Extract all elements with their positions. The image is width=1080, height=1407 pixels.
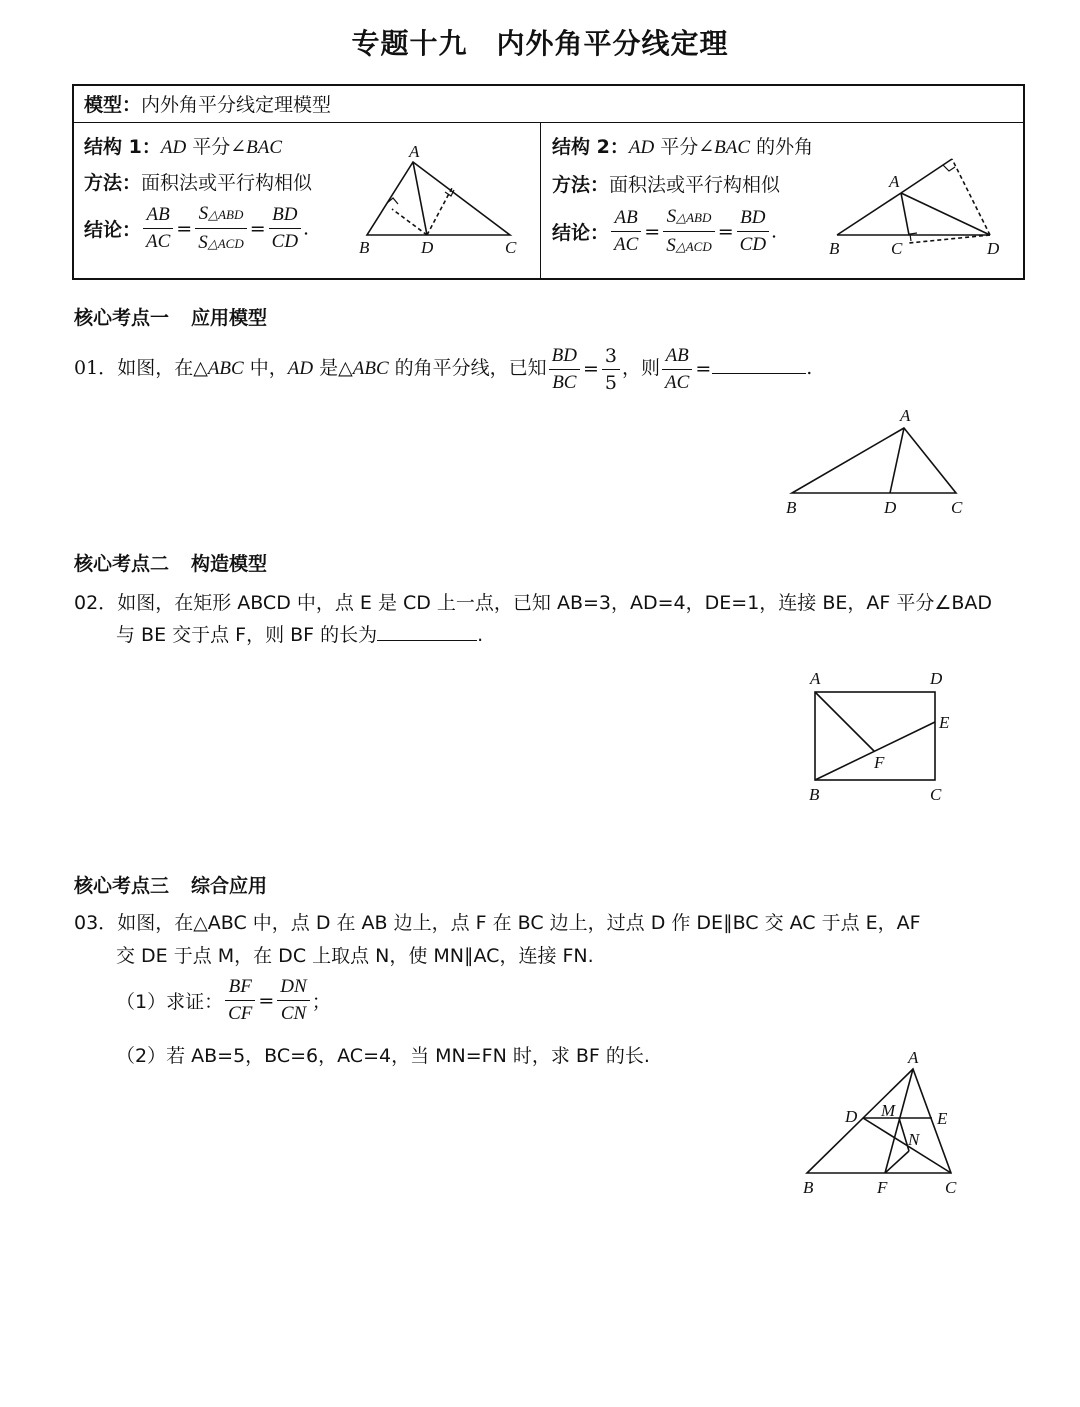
structure1-fraction-ab-ac bbox=[143, 202, 173, 255]
triangle-abc bbox=[792, 428, 956, 493]
section3-subtitle: 综合应用 bbox=[191, 875, 268, 897]
point-label-b: B bbox=[803, 1178, 814, 1197]
structure2-method-label: 方法： bbox=[552, 174, 610, 196]
point-label-d: D bbox=[845, 1107, 858, 1126]
page-title: 专题十九 内外角平分线定理 bbox=[351, 27, 729, 60]
fraction-denominator: AC bbox=[614, 234, 639, 255]
fraction-denominator: CD bbox=[271, 231, 299, 252]
fraction-numerator: AB bbox=[662, 343, 692, 370]
structure1-method bbox=[84, 168, 312, 195]
perpendicular-to-ac bbox=[909, 235, 990, 243]
perpendicular-to-ac bbox=[427, 188, 452, 235]
question-03-line2 bbox=[116, 941, 594, 968]
fraction-numerator: BD bbox=[549, 343, 580, 370]
point-label-c: C bbox=[891, 239, 903, 258]
point-label-a: A bbox=[908, 1048, 919, 1067]
model-box-column-divider bbox=[540, 122, 541, 280]
point-label-e: E bbox=[937, 1109, 948, 1128]
fraction-numerator: DN bbox=[277, 974, 309, 1001]
question-number: 02． bbox=[74, 592, 118, 614]
bisector-ad bbox=[413, 162, 427, 235]
point-label-b: B bbox=[829, 239, 840, 258]
question-01 bbox=[74, 340, 812, 397]
segment-af bbox=[885, 1069, 913, 1173]
question-text: （2）若 AB=5，BC=6，AC=4，当 MN=FN 时，求 BF 的长. bbox=[116, 1045, 650, 1067]
math-term: ABC bbox=[352, 358, 389, 379]
model-box-divider bbox=[72, 122, 1025, 123]
section2-heading bbox=[74, 549, 267, 576]
structure2-label: 结构 2： bbox=[552, 136, 629, 158]
structure2-statement bbox=[552, 132, 813, 159]
fraction-denominator-subscript: △ACD bbox=[207, 236, 244, 251]
question-text: 中， bbox=[243, 357, 288, 379]
q2-figure bbox=[800, 665, 960, 810]
period: . bbox=[771, 220, 778, 243]
structure2-figure bbox=[825, 155, 1020, 265]
point-label-a: A bbox=[810, 669, 821, 688]
bisector-af bbox=[815, 692, 874, 751]
fraction-denominator: S bbox=[198, 232, 208, 253]
question-03-line1 bbox=[74, 908, 921, 935]
model-label: 模型： bbox=[84, 94, 142, 116]
structure1-fraction-area bbox=[195, 200, 247, 257]
fraction-denominator: BC bbox=[552, 371, 577, 393]
fraction-numerator: BD bbox=[737, 205, 769, 232]
q1-fraction-3-5 bbox=[602, 343, 620, 396]
answer-blank[interactable] bbox=[377, 640, 477, 641]
fraction-numerator-subscript: △ABD bbox=[208, 207, 244, 222]
point-label-b: B bbox=[359, 238, 370, 257]
fraction-numerator-subscript: △ABD bbox=[676, 210, 712, 225]
model-name: 内外角平分线定理模型 bbox=[141, 94, 332, 116]
point-label-f: F bbox=[877, 1178, 888, 1197]
part1-label: （1）求证： bbox=[116, 991, 224, 1013]
point-label-d: D bbox=[884, 498, 897, 517]
section3-title: 核心考点三 bbox=[74, 875, 170, 897]
math-term: AD bbox=[287, 358, 314, 379]
fraction-denominator: S bbox=[666, 235, 676, 256]
period: . bbox=[477, 624, 484, 646]
question-text: ，则 bbox=[622, 357, 661, 379]
side-ab bbox=[837, 193, 901, 235]
structure2-conclusion: 结论： $\frac{AB}{AC}$ = $\frac{\text{S△ABD}}{\text{S△ACD}}$ = $\frac{BD}{CD}$ . bbox=[552, 203, 777, 260]
section1-subtitle: 应用模型 bbox=[191, 307, 268, 329]
question-02-line1 bbox=[74, 588, 992, 615]
point-label-e: E bbox=[939, 713, 950, 732]
structure1-fraction-bd-cd bbox=[269, 202, 301, 255]
math-term: ABC bbox=[207, 358, 244, 379]
right-angle-mark bbox=[387, 198, 398, 204]
structure2-fraction-ab-ac bbox=[611, 205, 641, 258]
fraction-denominator: AC bbox=[665, 371, 690, 393]
structure2-angle: ∠BAC bbox=[698, 137, 751, 158]
point-label-f: F bbox=[874, 753, 885, 772]
bisector-ad bbox=[890, 428, 904, 493]
section3-heading bbox=[74, 871, 267, 898]
structure1-method-text: 面积法或平行构相似 bbox=[141, 172, 313, 194]
q1-fraction-bd-bc bbox=[549, 343, 580, 396]
side-ac bbox=[901, 193, 909, 235]
fraction-numerator: 3 bbox=[602, 343, 620, 370]
question-text: 如图，在△ABC 中，点 D 在 AB 边上，点 F 在 BC 边上，过点 D 作 DE∥BC 交 AC 于点 E，AF bbox=[117, 912, 921, 934]
fraction-denominator: CF bbox=[228, 1003, 253, 1024]
right-angle-mark bbox=[943, 165, 955, 171]
fraction-denominator: 5 bbox=[604, 371, 618, 394]
question-number: 03． bbox=[74, 912, 118, 934]
section2-subtitle: 构造模型 bbox=[191, 553, 268, 575]
structure1-ad: AD bbox=[160, 137, 187, 158]
section1-title: 核心考点一 bbox=[74, 307, 170, 329]
question-text: 是△ bbox=[313, 357, 353, 379]
question-02-line2 bbox=[116, 620, 483, 647]
fraction-numerator: AB bbox=[611, 205, 641, 232]
point-label-m: M bbox=[881, 1101, 896, 1120]
question-number: 01． bbox=[74, 357, 118, 379]
perpendicular-to-ba bbox=[952, 159, 990, 235]
point-label-n: N bbox=[908, 1130, 920, 1149]
structure2-ad: AD bbox=[628, 137, 655, 158]
point-label-a: A bbox=[889, 172, 900, 191]
structure1-conclusion-label: 结论： bbox=[84, 219, 142, 241]
fraction-numerator: BD bbox=[269, 202, 301, 229]
model-header bbox=[84, 90, 331, 117]
equals-sign: = bbox=[695, 358, 712, 380]
structure1-label: 结构 1： bbox=[84, 136, 161, 158]
question-text: 的角平分线，已知 bbox=[388, 357, 547, 379]
q1-fraction-ab-ac bbox=[662, 343, 692, 396]
structure2-fraction-area bbox=[663, 203, 715, 260]
point-label-b: B bbox=[809, 785, 820, 804]
structure1-statement bbox=[84, 132, 282, 159]
p1-fraction-dn-cn bbox=[277, 974, 309, 1027]
fraction-denominator: CN bbox=[280, 1003, 307, 1024]
question-text: 如图，在△ bbox=[117, 357, 208, 379]
punctuation: ； bbox=[311, 991, 331, 1013]
fraction-denominator: CD bbox=[739, 234, 767, 255]
fraction-numerator: S bbox=[666, 206, 677, 227]
point-label-b: B bbox=[786, 498, 797, 517]
structure2-tail: 的外角 bbox=[750, 136, 814, 158]
question-text: 与 BE 交于点 F，则 BF 的长为 bbox=[116, 624, 378, 646]
structure1-angle: ∠BAC bbox=[230, 137, 283, 158]
structure2-method-text: 面积法或平行构相似 bbox=[609, 174, 781, 196]
fraction-numerator: S bbox=[198, 203, 209, 224]
question-text: 交 DE 于点 M，在 DC 上取点 N，使 MN∥AC，连接 FN. bbox=[116, 945, 594, 967]
fraction-denominator-subscript: △ACD bbox=[675, 239, 712, 254]
period: . bbox=[806, 357, 813, 379]
fraction-denominator: AC bbox=[146, 231, 171, 252]
point-label-d: D bbox=[987, 239, 1000, 258]
structure1-conclusion: 结论： $\frac{AB}{AC}$ = $\frac{\text{S△ABD}}{\text{S△ACD}}$ = $\frac{BD}{CD}$ . bbox=[84, 200, 309, 257]
structure2-method bbox=[552, 170, 780, 197]
structure1-method-label: 方法： bbox=[84, 172, 142, 194]
section1-heading bbox=[74, 303, 267, 330]
point-label-c: C bbox=[951, 498, 963, 517]
point-label-a: A bbox=[900, 406, 911, 425]
equals-sign: = bbox=[583, 358, 599, 380]
extension-ba bbox=[901, 159, 952, 193]
point-label-c: C bbox=[505, 238, 517, 257]
point-label-d: D bbox=[421, 238, 434, 257]
point-label-d: D bbox=[930, 669, 943, 688]
fraction-numerator: BF bbox=[225, 974, 255, 1001]
fraction-numerator: AB bbox=[143, 202, 173, 229]
section2-title: 核心考点二 bbox=[74, 553, 170, 575]
structure2-verb: 平分 bbox=[654, 136, 699, 158]
p1-fraction-bf-cf bbox=[225, 974, 255, 1027]
structure1-verb: 平分 bbox=[186, 136, 231, 158]
q1-figure bbox=[780, 402, 980, 522]
question-03-part1 bbox=[116, 974, 331, 1027]
question-text: 如图，在矩形 ABCD 中，点 E 是 CD 上一点，已知 AB=3，AD=4，DE=1，连接 BE，AF 平分∠BAD bbox=[117, 592, 993, 614]
point-label-a: A bbox=[409, 142, 420, 161]
q3-figure bbox=[795, 1045, 975, 1205]
structure1-figure bbox=[355, 140, 530, 260]
structure2-conclusion-label: 结论： bbox=[552, 222, 610, 244]
perpendicular-to-ab bbox=[392, 209, 427, 235]
question-03-part2 bbox=[116, 1041, 650, 1068]
point-label-c: C bbox=[945, 1178, 957, 1197]
triangle-abc bbox=[807, 1069, 951, 1173]
equals-sign: = bbox=[258, 989, 275, 1012]
external-bisector-ad bbox=[901, 193, 990, 235]
period: . bbox=[303, 217, 310, 240]
point-label-c: C bbox=[930, 785, 942, 804]
triangle-abc bbox=[367, 162, 510, 235]
structure2-fraction-bd-cd bbox=[737, 205, 769, 258]
answer-blank[interactable] bbox=[712, 373, 806, 374]
